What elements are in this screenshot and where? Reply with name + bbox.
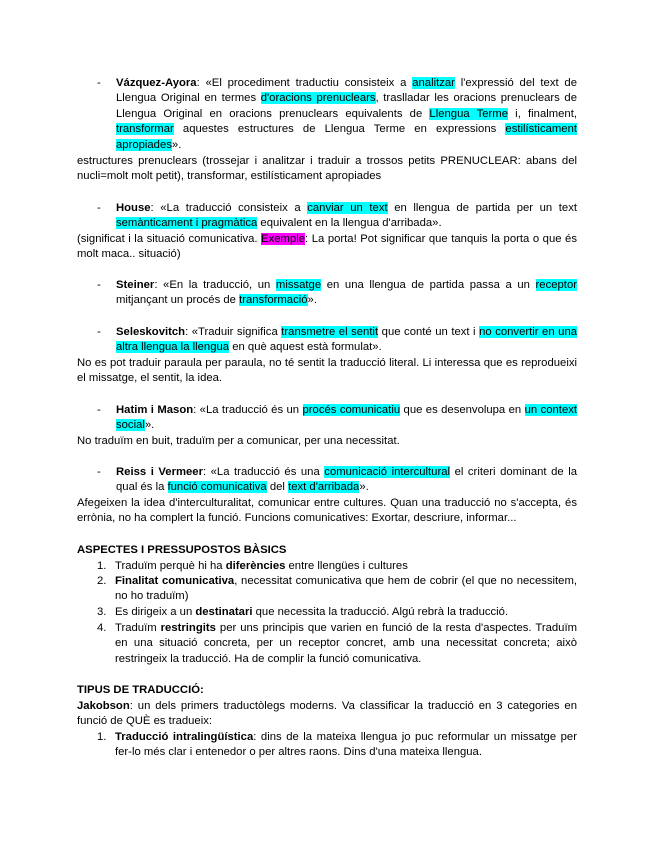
quote-text xyxy=(116,403,577,434)
bold-term: diferències xyxy=(225,560,286,572)
quote-segment: : «La traducció és un xyxy=(193,404,303,416)
section-heading-aspectes: ASPECTES I PRESSUPOSTOS BÀSICS xyxy=(77,544,287,556)
list-item xyxy=(97,730,577,761)
list-item xyxy=(97,605,577,620)
note-segment: (significat i la situació comunicativa. xyxy=(77,233,262,245)
highlight: canviar un text xyxy=(307,202,388,214)
list-item-text xyxy=(115,605,577,620)
text-segment: : un dels primers traductòlegs moderns. Va classificar la traducció en 3 categories en funció de QUÈ es tradueix: xyxy=(77,700,577,728)
text-segment: Es dirigeix a un xyxy=(115,606,196,618)
text-segment: entre llengües i cultures xyxy=(285,560,408,572)
highlight: missatge xyxy=(275,279,322,291)
quote-segment: equivalent en la llengua d'arribada». xyxy=(257,217,442,230)
highlight: analitzar xyxy=(412,77,455,89)
quote-text xyxy=(116,465,577,496)
note-house xyxy=(77,232,577,263)
bold-term: destinatari xyxy=(195,606,253,618)
bullet-dash: - xyxy=(97,279,101,291)
jakobson-paragraph xyxy=(77,699,577,730)
quote-segment: en llengua de partida per un text xyxy=(387,202,578,214)
quote-text xyxy=(116,201,577,232)
quote-text xyxy=(116,76,577,153)
list-item-text xyxy=(115,621,577,667)
note-reiss: Afegeixen la idea d'interculturalitat, comunicar entre cultures. Quan una traducció no s'accepta, és errònia, no ha complert la funció. Funcions comunicatives: Exortar, descriure, informar... xyxy=(77,497,577,525)
quote-segment: en què aquest està formulat». xyxy=(229,341,382,354)
list-item xyxy=(97,574,577,605)
quote-author: Steiner xyxy=(116,279,155,291)
bold-term: restringits xyxy=(160,622,216,634)
quote-hatim-mason xyxy=(97,403,577,434)
quote-steiner xyxy=(97,278,577,309)
quote-vazquez-ayora xyxy=(97,76,577,153)
quote-segment: , traslladar les oracions prenuclears de Llengua Original en oracions prenuclears equivalents de xyxy=(116,92,577,120)
quote-segment: : «Traduir significa xyxy=(185,326,282,338)
list-item xyxy=(97,559,577,574)
highlight: semànticament i pragmàtica xyxy=(116,217,258,230)
highlight: comunicació intercultural xyxy=(324,466,451,478)
quote-author: Seleskovitch xyxy=(116,326,186,338)
text-segment: que necessita la traducció. Algú rebrà la traducció. xyxy=(252,606,509,618)
quote-reiss-vermeer xyxy=(97,465,577,496)
quote-segment: : «El procediment traductiu consisteix a xyxy=(196,77,413,89)
quote-author: Vázquez-Ayora xyxy=(116,77,197,89)
list-item-text xyxy=(115,730,577,761)
list-number: 3. xyxy=(97,606,107,618)
highlight: d'oracions prenuclears xyxy=(260,92,376,105)
highlight: procés comunicatiu xyxy=(302,404,401,416)
bold-term: Finalitat comunicativa xyxy=(115,575,235,587)
highlight: un context social xyxy=(116,404,578,432)
bullet-dash: - xyxy=(97,77,101,89)
quote-segment: en una llengua de partida passa a un xyxy=(321,279,536,291)
highlight-magenta: Exemple xyxy=(261,233,306,245)
highlight: transmetre el sentit xyxy=(281,326,379,338)
bold-term: Traducció intralingüística xyxy=(115,731,254,743)
text-segment: Traduïm xyxy=(115,622,161,634)
bullet-dash: - xyxy=(97,326,101,338)
list-item-text xyxy=(115,574,577,605)
quote-segment: : «En la traducció, un xyxy=(154,279,276,291)
quote-segment: aquestes estructures de Llengua Terme en expressions xyxy=(173,123,506,136)
list-item-text xyxy=(115,559,577,574)
list-number: 1. xyxy=(97,731,107,743)
bullet-dash: - xyxy=(97,404,101,416)
bullet-dash: - xyxy=(97,202,101,214)
quote-seleskovitch xyxy=(97,325,577,356)
quote-segment: que es desenvolupa en xyxy=(400,404,525,416)
quote-segment: : «La traducció consisteix a xyxy=(150,202,308,214)
list-item xyxy=(97,621,577,667)
highlight: no convertir en una altra llengua la llengua xyxy=(116,326,578,354)
highlight: text d'arribada xyxy=(288,481,360,494)
highlight: Llengua Terme xyxy=(429,107,508,120)
quote-house xyxy=(97,201,577,232)
author-name: Jakobson xyxy=(77,700,130,712)
quote-segment: que conté un text i xyxy=(378,326,480,338)
list-number: 4. xyxy=(97,622,107,634)
quote-author: Hatim i Mason xyxy=(116,404,194,416)
quote-segment: el criteri dominant de la qual és la xyxy=(116,466,577,494)
note-hatim: No traduïm en buit, traduïm per a comunicar, per una necessitat. xyxy=(77,435,400,447)
note-vazquez: estructures prenuclears (trossejar i analitzar i traduir a trossos petits PRENUCLEAR: abans del nucli=molt molt petit), transformar, estilísticament apropiades xyxy=(77,155,577,183)
quote-segment: : «La traducció és una xyxy=(202,466,325,478)
highlight: receptor xyxy=(535,279,577,291)
text-segment: Traduïm perquè hi ha xyxy=(115,560,226,572)
quote-segment: ». xyxy=(307,294,317,307)
highlight: transformació xyxy=(239,294,308,307)
list-number: 1. xyxy=(97,560,107,572)
highlight: estilísticament apropiades xyxy=(116,123,577,151)
quote-segment: l'expressió del text de Llengua Original en termes xyxy=(116,77,577,105)
quote-segment: del xyxy=(266,481,289,494)
highlight: transformar xyxy=(116,123,174,136)
bullet-dash: - xyxy=(97,466,101,478)
quote-segment: ». xyxy=(171,138,182,151)
note-seleskovitch: No es pot traduir paraula per paraula, no té sentit la traducció literal. Li interessa que es reprodueixi el missatge, el sentit, la idea. xyxy=(77,357,577,385)
section-heading-tipus: TIPUS DE TRADUCCIÓ: xyxy=(77,684,204,696)
text-segment: : dins de la mateixa llengua jo puc reformular un missatge per fer-lo més clar i entenedor o per altres raons. Dins d'una mateixa llengua. xyxy=(115,731,577,759)
quote-segment: ». xyxy=(359,481,369,494)
quote-segment: i, finalment, xyxy=(508,107,577,120)
quote-author: Reiss i Vermeer xyxy=(116,466,203,478)
quote-author: House xyxy=(116,202,151,214)
quote-segment: mitjançant un procés de xyxy=(116,294,240,307)
text-segment: per uns principis que varien en funció de la resta d'aspectes. Traduïm en una situació concreta, per un receptor concret, amb una necessitat concreta; això restringeix la traducció. Ha de complir la funció comunicativa. xyxy=(115,622,577,665)
quote-text xyxy=(116,325,577,356)
quote-segment: ». xyxy=(144,419,155,432)
highlight: funció comunicativa xyxy=(167,481,267,494)
text-segment: , necessitat comunicativa que hem de cobrir (el que no necessitem, no ho traduïm) xyxy=(115,575,577,603)
list-number: 2. xyxy=(97,575,107,587)
note-segment: : La porta! Pot significar que tanquis la porta o que és molt maca.. situació) xyxy=(77,233,577,261)
quote-text xyxy=(116,278,577,309)
